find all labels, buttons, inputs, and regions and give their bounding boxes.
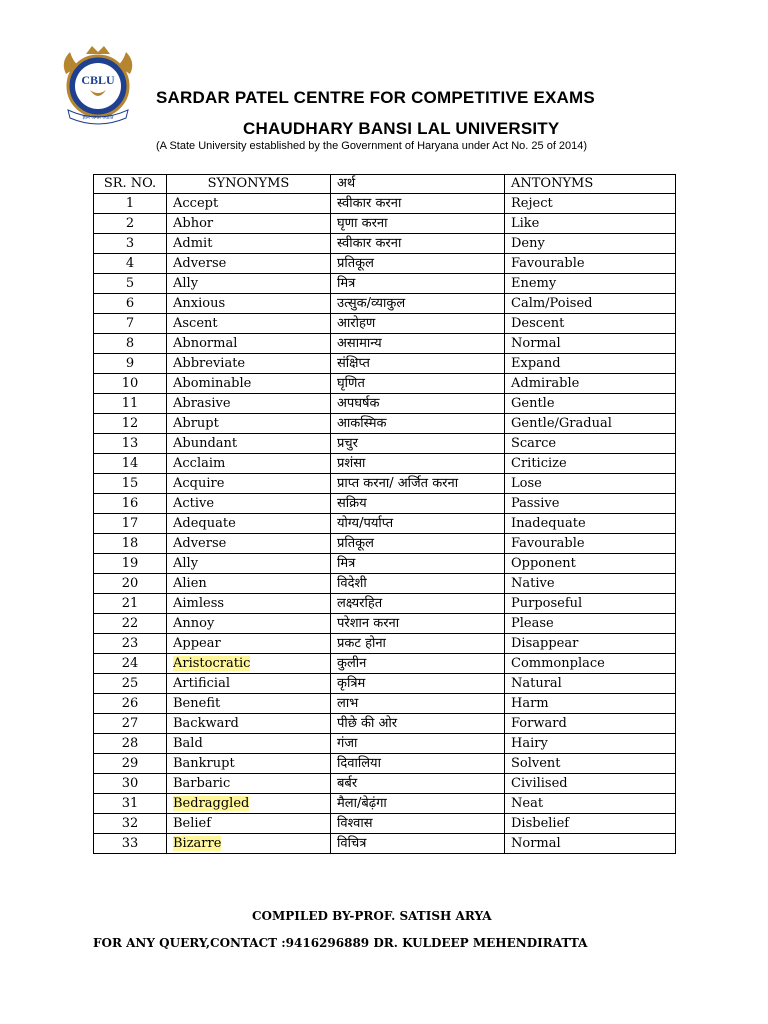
table-row [94, 334, 676, 354]
cell-antonym: Neat [505, 794, 676, 814]
cell-sr-no: 28 [94, 734, 167, 754]
cell-antonym: Reject [505, 194, 676, 214]
cell-antonym: Calm/Poised [505, 294, 676, 314]
cell-sr-no: 8 [94, 334, 167, 354]
centre-title: SARDAR PATEL CENTRE FOR COMPETITIVE EXAMS [156, 88, 595, 107]
cell-meaning: प्रचुर [331, 434, 505, 454]
cell-synonym: Admit [167, 234, 331, 254]
cell-sr-no: 4 [94, 254, 167, 274]
cell-sr-no: 16 [94, 494, 167, 514]
logo-text: CBLU [81, 73, 115, 87]
cell-synonym: Anxious [167, 294, 331, 314]
cell-antonym: Lose [505, 474, 676, 494]
table-row [94, 474, 676, 494]
cell-antonym: Natural [505, 674, 676, 694]
highlighted-word: Bizarre [173, 836, 222, 851]
compiled-by: COMPILED BY-PROF. SATISH ARYA [252, 909, 492, 923]
cell-sr-no: 11 [94, 394, 167, 414]
cell-antonym: Deny [505, 234, 676, 254]
cell-synonym: Alien [167, 574, 331, 594]
cell-synonym: Benefit [167, 694, 331, 714]
cell-antonym: Disbelief [505, 814, 676, 834]
cell-antonym: Hairy [505, 734, 676, 754]
cell-synonym: Adequate [167, 514, 331, 534]
table-row [94, 434, 676, 454]
cell-meaning: परेशान करना [331, 614, 505, 634]
cell-meaning: अपघर्षक [331, 394, 505, 414]
table-row [94, 234, 676, 254]
table-row [94, 634, 676, 654]
cell-meaning: उत्सुक/व्याकुल [331, 294, 505, 314]
cell-antonym: Enemy [505, 274, 676, 294]
cell-synonym: Acclaim [167, 454, 331, 474]
cell-antonym: Like [505, 214, 676, 234]
col-header-synonyms: SYNONYMS [167, 175, 331, 194]
cell-sr-no: 33 [94, 834, 167, 854]
cell-meaning: आकस्मिक [331, 414, 505, 434]
cell-antonym: Favourable [505, 534, 676, 554]
cell-antonym: Admirable [505, 374, 676, 394]
cell-sr-no: 20 [94, 574, 167, 594]
table-row [94, 794, 676, 814]
cell-sr-no: 7 [94, 314, 167, 334]
cell-antonym: Opponent [505, 554, 676, 574]
cell-synonym: Abbreviate [167, 354, 331, 374]
table-row [94, 834, 676, 854]
cell-synonym: Active [167, 494, 331, 514]
cell-meaning: संक्षिप्त [331, 354, 505, 374]
col-header-antonyms: ANTONYMS [505, 175, 676, 194]
cell-sr-no: 24 [94, 654, 167, 674]
cell-synonym: Bald [167, 734, 331, 754]
cell-synonym: Appear [167, 634, 331, 654]
table-row [94, 454, 676, 474]
cell-antonym: Scarce [505, 434, 676, 454]
cell-meaning: विचित्र [331, 834, 505, 854]
cell-meaning: प्राप्त करना/ अर्जित करना [331, 474, 505, 494]
cell-sr-no: 15 [94, 474, 167, 494]
table-row [94, 294, 676, 314]
cell-antonym: Disappear [505, 634, 676, 654]
cell-antonym: Favourable [505, 254, 676, 274]
cell-synonym: Adverse [167, 534, 331, 554]
cell-meaning: लाभ [331, 694, 505, 714]
cell-sr-no: 23 [94, 634, 167, 654]
cell-antonym: Solvent [505, 754, 676, 774]
cell-meaning: पीछे की ओर [331, 714, 505, 734]
cell-synonym: Annoy [167, 614, 331, 634]
cell-synonym: Abominable [167, 374, 331, 394]
cell-sr-no: 10 [94, 374, 167, 394]
cell-meaning: घृणित [331, 374, 505, 394]
cell-meaning: सक्रिय [331, 494, 505, 514]
cell-synonym: Artificial [167, 674, 331, 694]
cell-meaning: गंजा [331, 734, 505, 754]
cell-meaning: घृणा करना [331, 214, 505, 234]
cell-synonym: Adverse [167, 254, 331, 274]
cell-synonym: Abundant [167, 434, 331, 454]
cell-sr-no: 26 [94, 694, 167, 714]
cell-antonym: Purposeful [505, 594, 676, 614]
table-row [94, 754, 676, 774]
cell-sr-no: 31 [94, 794, 167, 814]
contact-info: FOR ANY QUERY,CONTACT :9416296889 DR. KULDEEP MEHENDIRATTA [93, 936, 588, 950]
cell-synonym: Bankrupt [167, 754, 331, 774]
table-row [94, 554, 676, 574]
table-body [94, 194, 676, 854]
cell-meaning: विदेशी [331, 574, 505, 594]
cell-sr-no: 17 [94, 514, 167, 534]
university-subtitle: (A State University established by the Government of Haryana under Act No. 25 of 2014) [156, 140, 588, 152]
cell-synonym: Ally [167, 274, 331, 294]
university-logo [56, 44, 140, 128]
table-row [94, 654, 676, 674]
cell-synonym: Ally [167, 554, 331, 574]
table-row [94, 614, 676, 634]
table-row [94, 414, 676, 434]
cell-meaning: प्रतिकूल [331, 534, 505, 554]
cell-sr-no: 3 [94, 234, 167, 254]
cell-sr-no: 2 [94, 214, 167, 234]
cell-sr-no: 12 [94, 414, 167, 434]
table-header-row [94, 175, 676, 194]
cell-antonym: Please [505, 614, 676, 634]
cell-synonym [167, 654, 331, 674]
cell-sr-no: 21 [94, 594, 167, 614]
cell-synonym: Abrasive [167, 394, 331, 414]
table-row [94, 194, 676, 214]
cell-antonym: Passive [505, 494, 676, 514]
cell-meaning: स्वीकार करना [331, 194, 505, 214]
cell-meaning: असामान्य [331, 334, 505, 354]
cell-meaning: विश्वास [331, 814, 505, 834]
cell-antonym: Expand [505, 354, 676, 374]
table-row [94, 494, 676, 514]
cell-antonym: Forward [505, 714, 676, 734]
cell-synonym: Abrupt [167, 414, 331, 434]
table-row [94, 274, 676, 294]
logo-motto: ज्ञान जगत ज्योति [82, 115, 114, 121]
table-row [94, 594, 676, 614]
cell-synonym: Ascent [167, 314, 331, 334]
cell-antonym: Harm [505, 694, 676, 714]
cell-synonym: Barbaric [167, 774, 331, 794]
cell-antonym: Normal [505, 834, 676, 854]
table-row [94, 814, 676, 834]
table-row [94, 574, 676, 594]
cell-sr-no: 13 [94, 434, 167, 454]
cell-meaning: मित्र [331, 554, 505, 574]
cell-sr-no: 19 [94, 554, 167, 574]
logo-crown [86, 46, 110, 54]
cell-sr-no: 18 [94, 534, 167, 554]
cell-meaning: योग्य/पर्याप्त [331, 514, 505, 534]
table-row [94, 534, 676, 554]
cell-synonym: Belief [167, 814, 331, 834]
cell-sr-no: 29 [94, 754, 167, 774]
cell-synonym: Acquire [167, 474, 331, 494]
cell-sr-no: 30 [94, 774, 167, 794]
cell-synonym: Abnormal [167, 334, 331, 354]
cell-meaning: प्रतिकूल [331, 254, 505, 274]
table-row [94, 254, 676, 274]
table-row [94, 394, 676, 414]
cell-meaning: कुलीन [331, 654, 505, 674]
cell-meaning: बर्बर [331, 774, 505, 794]
cell-sr-no: 9 [94, 354, 167, 374]
vocabulary-table [93, 174, 676, 854]
cell-meaning: मित्र [331, 274, 505, 294]
table-row [94, 514, 676, 534]
col-header-sr-no: SR. NO. [94, 175, 167, 194]
cell-sr-no: 1 [94, 194, 167, 214]
col-header-meaning: अर्थ [331, 175, 505, 194]
table-row [94, 314, 676, 334]
cell-meaning: दिवालिया [331, 754, 505, 774]
cell-meaning: कृत्रिम [331, 674, 505, 694]
cell-sr-no: 25 [94, 674, 167, 694]
table-row [94, 214, 676, 234]
cell-sr-no: 6 [94, 294, 167, 314]
cell-sr-no: 22 [94, 614, 167, 634]
cell-antonym: Normal [505, 334, 676, 354]
table-row [94, 374, 676, 394]
cell-meaning: प्रशंसा [331, 454, 505, 474]
cell-synonym: Aimless [167, 594, 331, 614]
cell-synonym: Abhor [167, 214, 331, 234]
cell-sr-no: 27 [94, 714, 167, 734]
cell-antonym: Native [505, 574, 676, 594]
table-row [94, 694, 676, 714]
table-row [94, 774, 676, 794]
cell-synonym: Backward [167, 714, 331, 734]
cell-antonym: Civilised [505, 774, 676, 794]
cell-antonym: Inadequate [505, 514, 676, 534]
table-row [94, 714, 676, 734]
cell-meaning: आरोहण [331, 314, 505, 334]
highlighted-word: Aristocratic [173, 656, 251, 671]
cell-meaning: मैला/बेढ़ंगा [331, 794, 505, 814]
cell-meaning: स्वीकार करना [331, 234, 505, 254]
table-row [94, 354, 676, 374]
cell-meaning: लक्ष्यरहित [331, 594, 505, 614]
cell-sr-no: 14 [94, 454, 167, 474]
cell-meaning: प्रकट होना [331, 634, 505, 654]
cell-antonym: Gentle [505, 394, 676, 414]
table-row [94, 674, 676, 694]
cell-synonym: Accept [167, 194, 331, 214]
highlighted-word: Bedraggled [173, 796, 250, 811]
cell-synonym [167, 794, 331, 814]
cell-sr-no: 32 [94, 814, 167, 834]
cell-antonym: Criticize [505, 454, 676, 474]
cell-sr-no: 5 [94, 274, 167, 294]
table-row [94, 734, 676, 754]
cell-synonym [167, 834, 331, 854]
university-title: CHAUDHARY BANSI LAL UNIVERSITY [243, 119, 560, 138]
cell-antonym: Descent [505, 314, 676, 334]
cell-antonym: Gentle/Gradual [505, 414, 676, 434]
cell-antonym: Commonplace [505, 654, 676, 674]
